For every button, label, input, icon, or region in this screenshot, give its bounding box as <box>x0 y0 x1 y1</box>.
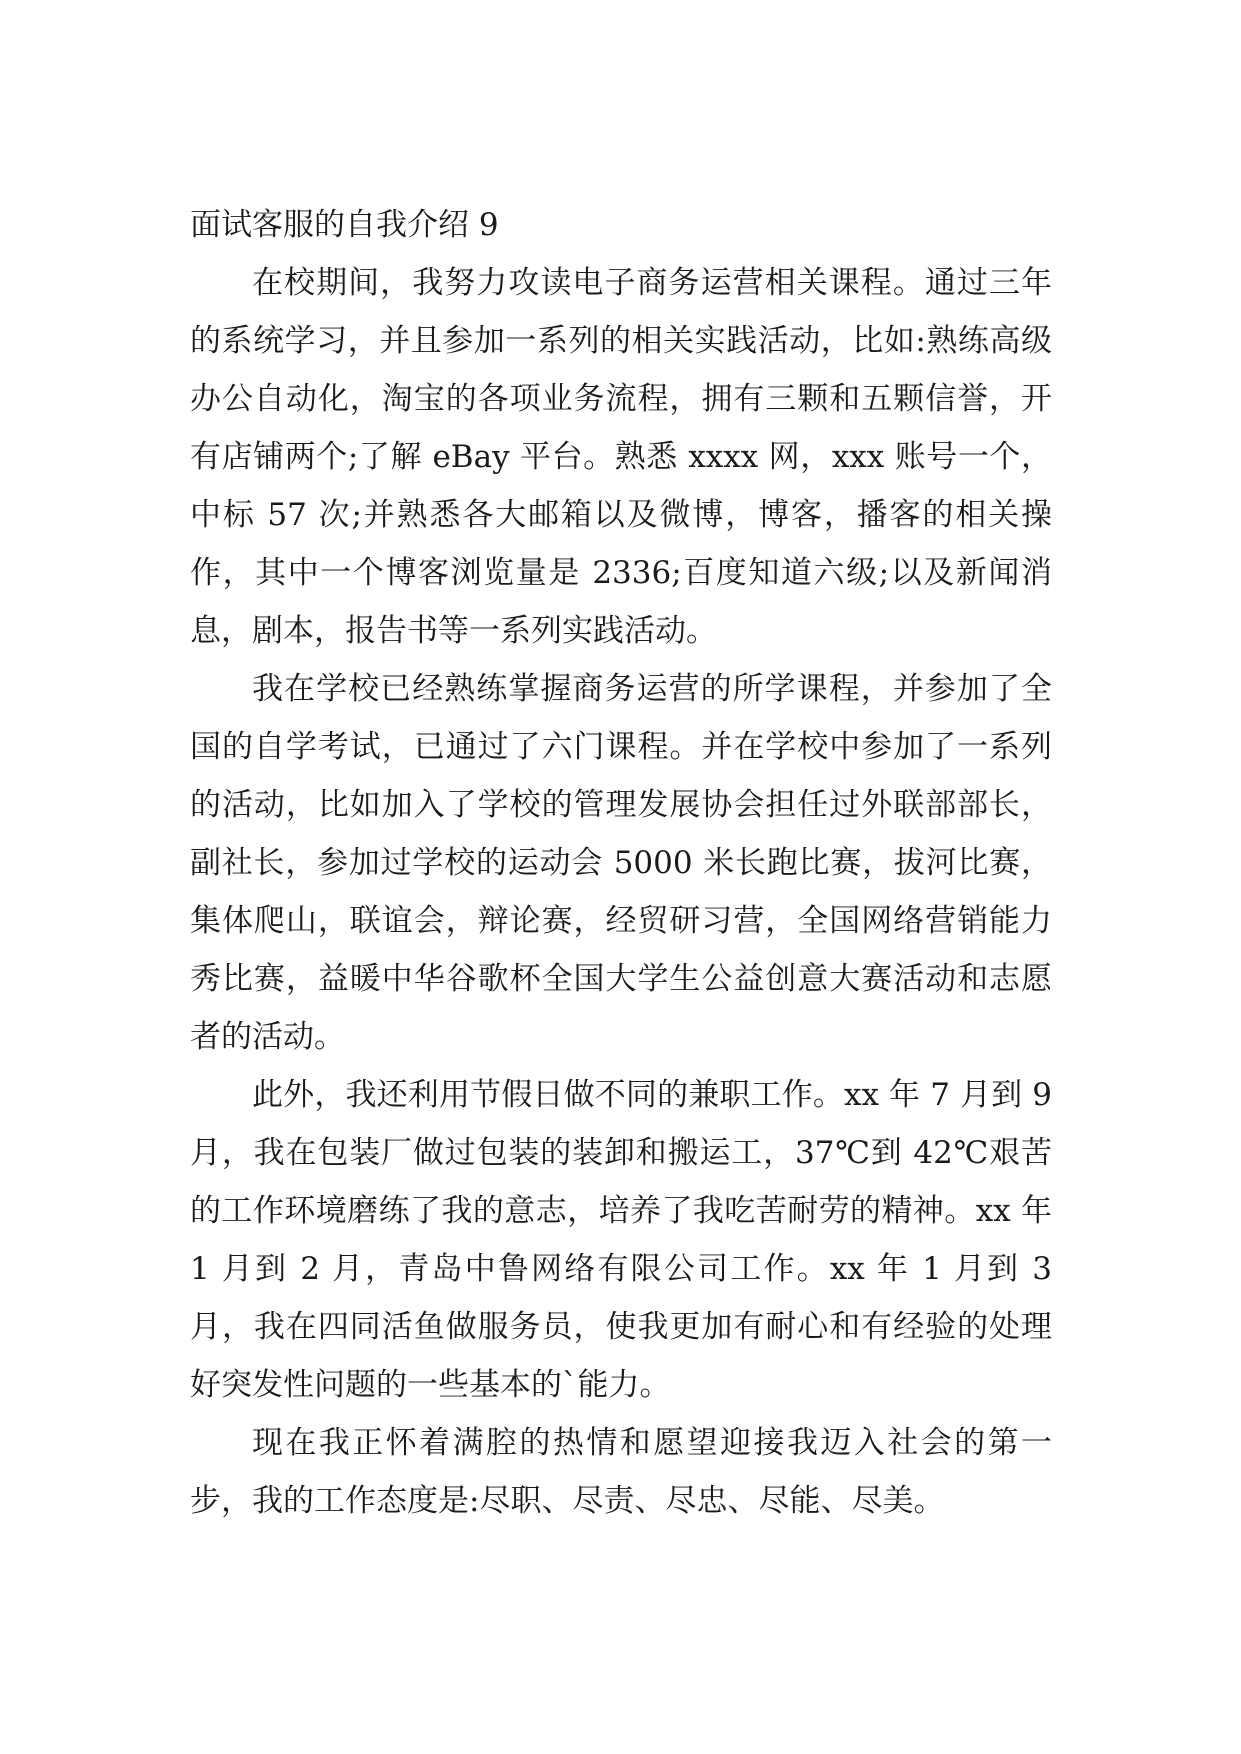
paragraph: 我在学校已经熟练掌握商务运营的所学课程，并参加了全国的自学考试，已通过了六门课程。并在学校中参加了一系列的活动，比如加入了学校的管理发展协会担任过外联部部长，副社长，参加过学校的运动会 5000 米长跑比赛，拔河比赛，集体爬山，联谊会，辩论赛，经贸研习营，全国网络营销能力秀比赛，益暖中华谷歌杯全国大学生公益创意大赛活动和志愿者的活动。 <box>190 671 1052 1055</box>
paragraph: 此外，我还利用节假日做不同的兼职工作。xx 年 7 月到 9 月，我在包装厂做过包装的装卸和搬运工，37℃到 42℃艰苦的工作环境磨练了我的意志，培养了我吃苦耐劳的精神。xx 年 1 月到 2 月，青岛中鲁网络有限公司工作。xx 年 1 月到 3 月，我在四同活鱼做服务员，使我更加有耐心和有经验的处理好突发性问题的一些基本的`能力。 <box>190 1077 1052 1403</box>
paragraph: 在校期间，我努力攻读电子商务运营相关课程。通过三年的系统学习，并且参加一系列的相关实践活动，比如:熟练高级办公自动化，淘宝的各项业务流程，拥有三颗和五颗信誉，开有店铺两个;了解 eBay 平台。熟悉 xxxx 网，xxx 账号一个，中标 57 次;并熟悉各大邮箱以及微博，博客，播客的相关操作，其中一个博客浏览量是 2336;百度知道六级;以及新闻消息，剧本，报告书等一系列实践活动。 <box>190 265 1052 649</box>
document-page <box>190 196 1052 1530</box>
paragraph: 现在我正怀着满腔的热情和愿望迎接我迈入社会的第一步，我的工作态度是:尽职、尽责、尽忠、尽能、尽美。 <box>190 1425 1052 1519</box>
document-title: 面试客服的自我介绍 9 <box>190 207 499 243</box>
